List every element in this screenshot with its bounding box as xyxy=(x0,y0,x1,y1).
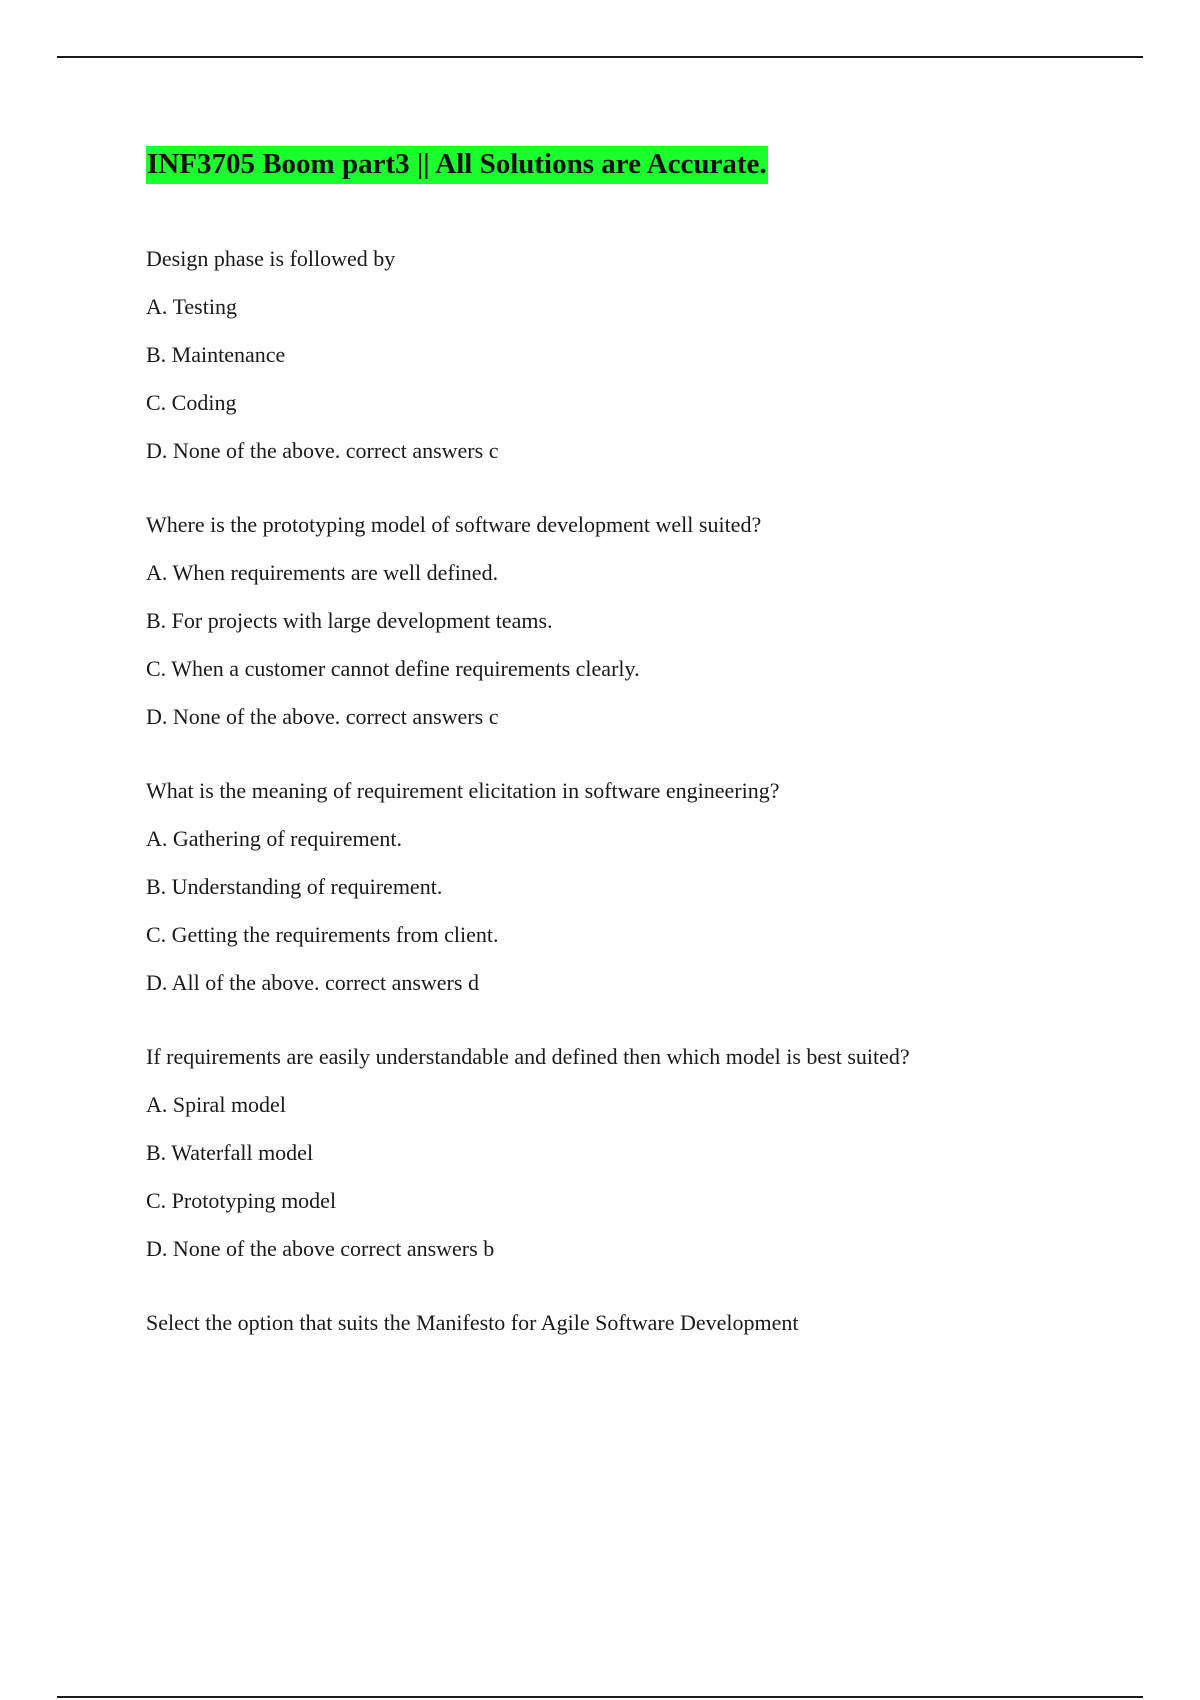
option-d: D. None of the above. correct answers c xyxy=(146,704,499,729)
question-2 xyxy=(146,512,1096,730)
question-3 xyxy=(146,778,1096,996)
option-a: A. Spiral model xyxy=(146,1092,286,1117)
option-a: A. Gathering of requirement. xyxy=(146,826,402,851)
option-c: C. When a customer cannot define requirements clearly. xyxy=(146,656,640,681)
option-b: B. Waterfall model xyxy=(146,1140,314,1165)
option-c: C. Getting the requirements from client. xyxy=(146,922,499,947)
question-list xyxy=(146,246,1096,1336)
option-b: B. Maintenance xyxy=(146,342,286,367)
option-c: C. Prototyping model xyxy=(146,1188,337,1213)
option-b: B. For projects with large development teams. xyxy=(146,608,553,633)
option-b: B. Understanding of requirement. xyxy=(146,874,443,899)
question-4 xyxy=(146,1044,1096,1262)
question-text: Design phase is followed by xyxy=(146,246,396,271)
document-body xyxy=(146,140,1096,1384)
question-text: What is the meaning of requirement elicitation in software engineering? xyxy=(146,778,780,803)
option-c: C. Coding xyxy=(146,390,237,415)
option-d: D. None of the above. correct answers c xyxy=(146,438,499,463)
question-text: Select the option that suits the Manifesto for Agile Software Development xyxy=(146,1310,799,1335)
option-d: D. All of the above. correct answers d xyxy=(146,970,479,995)
top-rule xyxy=(57,56,1143,58)
question-text: Where is the prototyping model of software development well suited? xyxy=(146,512,762,537)
option-a: A. Testing xyxy=(146,294,237,319)
bottom-rule xyxy=(57,1696,1143,1698)
option-a: A. When requirements are well defined. xyxy=(146,560,499,585)
question-1 xyxy=(146,246,1096,464)
question-text: If requirements are easily understandable and defined then which model is best suited? xyxy=(146,1044,910,1069)
question-5 xyxy=(146,1310,1096,1336)
title-highlight: INF3705 Boom part3 || All Solutions are Accurate. xyxy=(146,146,768,184)
option-d: D. None of the above correct answers b xyxy=(146,1236,495,1261)
document-title xyxy=(146,140,1096,188)
